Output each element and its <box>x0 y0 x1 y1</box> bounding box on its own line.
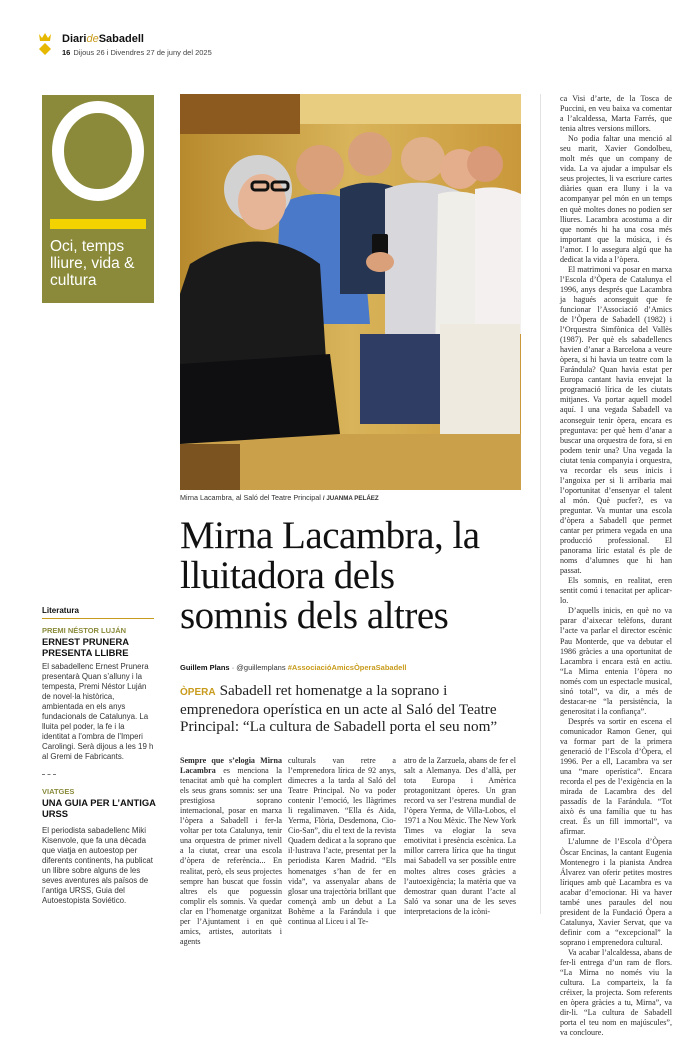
col4-paragraph-3: El matrimoni va posar en marxa l’Escola d’Òpera de Catalunya el 1996, anys després que Lacambra ja hagués aconseguit que fe funcionar l’Associació d’Amics de l’Òpera de Sabadell (1982) i l’Orquestra Simfònica del Vallès (1987). Per què els sabadellencs havien d’anar a Barcelona a veure òpera, si hi havia un teatre com la Farándula? Quan havia estat per Europa cantant havia envejat la programació lírica de les ciutats mitjanes. Va portar aquell model aquí. I una vegada Sabadell va aconseguir tenir òpera, encara es preguntava: per què hem d’anar a buscar una orquestra de fora, si en podem tenir una? Una vegada la ciutat tenia companyia i orquestra, va recordar els seus inicis i l’angoixa per si li arribaria mai l’oportunitat d’ensenyar el talent al món. Què pucfer?, es va preguntar. Va muntar una escola d’òpera a Sabadell que permet cantar per primera vegada en una producció professional. El panorama líric estatal és ple de noms d’alumnes que hi han passat. <box>560 264 672 576</box>
briefs-section-label: Literatura <box>42 606 79 615</box>
photo-caption <box>180 493 379 502</box>
body-paragraph <box>180 756 282 947</box>
article-headline: Mirna Lacambra, la lluitadora dels somnis dels altres <box>180 514 480 637</box>
photo-credit: / JUANMA PELÁEZ <box>322 495 379 502</box>
section-accent-bar <box>50 219 146 229</box>
article-hashtag[interactable]: #AssociacióAmicsÒperaSabadell <box>287 663 407 672</box>
diari-logo-icon <box>38 32 52 56</box>
brief1-kicker: PREMI NÉSTOR LUJÁN <box>42 626 127 635</box>
page-info <box>62 48 212 57</box>
col4-paragraph-2: No podia faltar una menció al seu marit, Xavier Gondolbeu, molt més que un company de vida. La va ajudar a impulsar els seus projectes, li va escriure cartes diàries quan era lluny i la va acompanyar pel món en un temps en què moltes dones no podien ser lliures. Lacambra acostuma a dir que només hi ha una cosa més important que la música, i és l’amor. I lo assegura algú que ha dedicat la vida a l’òpera. <box>560 134 672 264</box>
brief2-text: El periodista sabadellenc Miki Kisenvole, que fa una dècada que viatja en autoestop per diferents continents, ha publicat un llibre sobre alguns de les seves aventures als països de l’antiga URSS, Guia del Autoestopista Soviético. <box>42 826 153 905</box>
briefs-divider <box>42 618 154 619</box>
subhead-text: Sabadell ret homenatge a la soprano i emprenedora operística en un acte al Saló del Teatre Principal: “La cultura de Sabadell porta el seu nom” <box>180 682 498 735</box>
body-column-3 <box>404 756 516 936</box>
col4-paragraph-4: Els somnis, en realitat, eren sentit comú i tenacitat per aplicar-lo. <box>560 576 672 606</box>
body-column-4 <box>560 94 672 1038</box>
lead-in: Sempre que s’elogia Mirna Lacambra <box>180 756 282 776</box>
article-kicker: ÒPERA <box>180 687 216 698</box>
page-number: 16 <box>62 48 71 57</box>
author-name[interactable]: Guillem Plans <box>180 663 230 672</box>
brief1-text: El sabadellenc Ernest Prunera presentarà Quan s’alluny i la tempesta, Premi Néstor Luján de novel·la històrica, ambientada en els anys fundacionals de Catalunya. La lluita pel poder, la fe i la identitat a l’ombra de l’Imperi Carolingi. Serà dijous a les 19 h al Gremi de Fabricants. <box>42 662 154 761</box>
byline: Guillem Plans · @guillemplans #AssociacióAmicsÒperaSabadell <box>180 663 407 672</box>
col4-paragraph-7: L’alumne de l’Escola d’Òpera Òscar Encinas, la cantant Eugenia Montenegro i la pianista Andrea Álvarez van oferir petites mostres líriques amb què Lacambra es va acabar d’emocionar. Hi va haver també unes paraules del nou president de la Fundació Òpera a Catalunya, Xavier Servat, que va definir com a “excepcional” la soprano i emprenedora cultural. <box>560 837 672 947</box>
col2-text: culturals van retre a l’emprenedora lírica de 92 anys, dimecres a la tarda al Saló del Teatre Principal. No va poder contenir l’emoció, les llàgrimes li regalimaven. “Ella és Aida, Yerma, Flòria, Desdemona, Cio-Cio-San”, diu el text de la revista Quadern dedicat a la soprano que il·lustrava l’acte, presentat per la periodista Karen Madrid. “Els homenatges s’han de fer en vida”, va assenyalar abans de glosar una trajectòria brillant que començà amb un debut a La Bohème a la Farándula i que continua al Liceu i al Te- <box>288 756 396 926</box>
col4-paragraph-1: ca Visi d’arte, de la Tosca de Puccini, en veu baixa va comentar a l’alcaldessa, Marta Farrés, que tenia altres versions millors. <box>560 94 672 134</box>
body-column-2 <box>288 756 396 936</box>
article-photo <box>180 94 521 490</box>
brief1-title[interactable]: ERNEST PRUNERA PRESENTA LLIBRE <box>42 636 129 658</box>
brand-part3: Sabadell <box>98 33 144 45</box>
col4-paragraph-8: Va acabar l’alcaldessa, abans de fer-li entrega d’un ram de flors. “La Mirna no només viu la cultura. La comparteix, la fa créixer, la projecta. Som referents en òpera gràcies a tu, Mirna”, va dir-li. “La cultura de Sabadell porta el teu nom en majúscules”, va concloure. <box>560 947 672 1038</box>
brief-separator <box>42 774 56 776</box>
brief2-title[interactable]: UNA GUIA PER L’ANTIGA URSS <box>42 797 156 819</box>
col1-text: es menciona la tenacitat amb què ha complert els seus grans somnis: ser una prestigiosa soprano internacional, posar en marxa l’òpera a Sabadell i fer-la voltar per tota Catalunya, tenir una orquestra de primer nivell a la ciutat, crear una escola d’òpera de referència... En realitat, però, els seus projectes sempre han buscat que fossin altres els que poguessin complir els somnis. Va quedar clar en l’homenatge organitzat per l’Ajuntament i en què amics, artistes, autoritats i agents <box>180 766 282 946</box>
brand-part1: Diari <box>62 33 87 45</box>
article-subhead <box>180 682 522 735</box>
masthead[interactable] <box>62 33 144 45</box>
section-letter-o-icon <box>48 101 148 201</box>
col3-text: atro de la Zarzuela, abans de fer el salt a Alemanya. Des d’allà, per tota Europa i Amèrica protagonitzant òperes. Un gran record va ser l’estrena mundial de l’òpera Yerma, de Villa-Lobos, el 1971 a Nou Mèxic. The New York Times va elogiar la seva emotivitat i presència escènica. La millor carrera lírica que ha tingut mai Sabadell va ser possible entre moltes altres coses gràcies a l’autoexigència; la matèria que va demostrar quan durant l’acte al Saló va sonar una de les seves interpretacions de la icòni- <box>404 756 516 916</box>
body-column-1 <box>180 756 282 946</box>
col4-paragraph-6: Després va sortir en escena el comunicador Ramon Gener, qui va formar part de la primera generació de l’Escola d’Òpera, el 1996. Per a ell, Lacambra va ser una “mare operística”. Encara recorda el pes de l’exigència en la mirada de Lacambra des del passadís de la Farándula. “Tot això és una família que tu has creat. És un fill immortal”, va afirmar. <box>560 716 672 837</box>
brief2-kicker: VIATGES <box>42 787 75 796</box>
photo-caption-text: Mirna Lacambra, al Saló del Teatre Principal <box>180 493 321 502</box>
section-title: Oci, temps lliure, vida & cultura <box>50 238 135 289</box>
column-divider <box>540 94 541 914</box>
author-handle[interactable]: @guillemplans <box>236 663 286 672</box>
brand-part2: de <box>86 33 99 45</box>
col4-paragraph-5: D’aquells inicis, en què no va parar d’aixecar telèfons, durant l’acte va parlar el director escènic Pau Monterde, que va debutar el 1986 gràcies a una oportunitat de Lacambra i encara està en actiu. “La Mirna entenia l’òpera no només com un espectacle musical, sinó total”, va dir, a més de destacar-ne “la persistència, la generositat i la confiança”. <box>560 606 672 716</box>
issue-date: Dijous 26 i Divendres 27 de juny del 2025 <box>73 48 212 57</box>
section-box <box>42 95 154 303</box>
